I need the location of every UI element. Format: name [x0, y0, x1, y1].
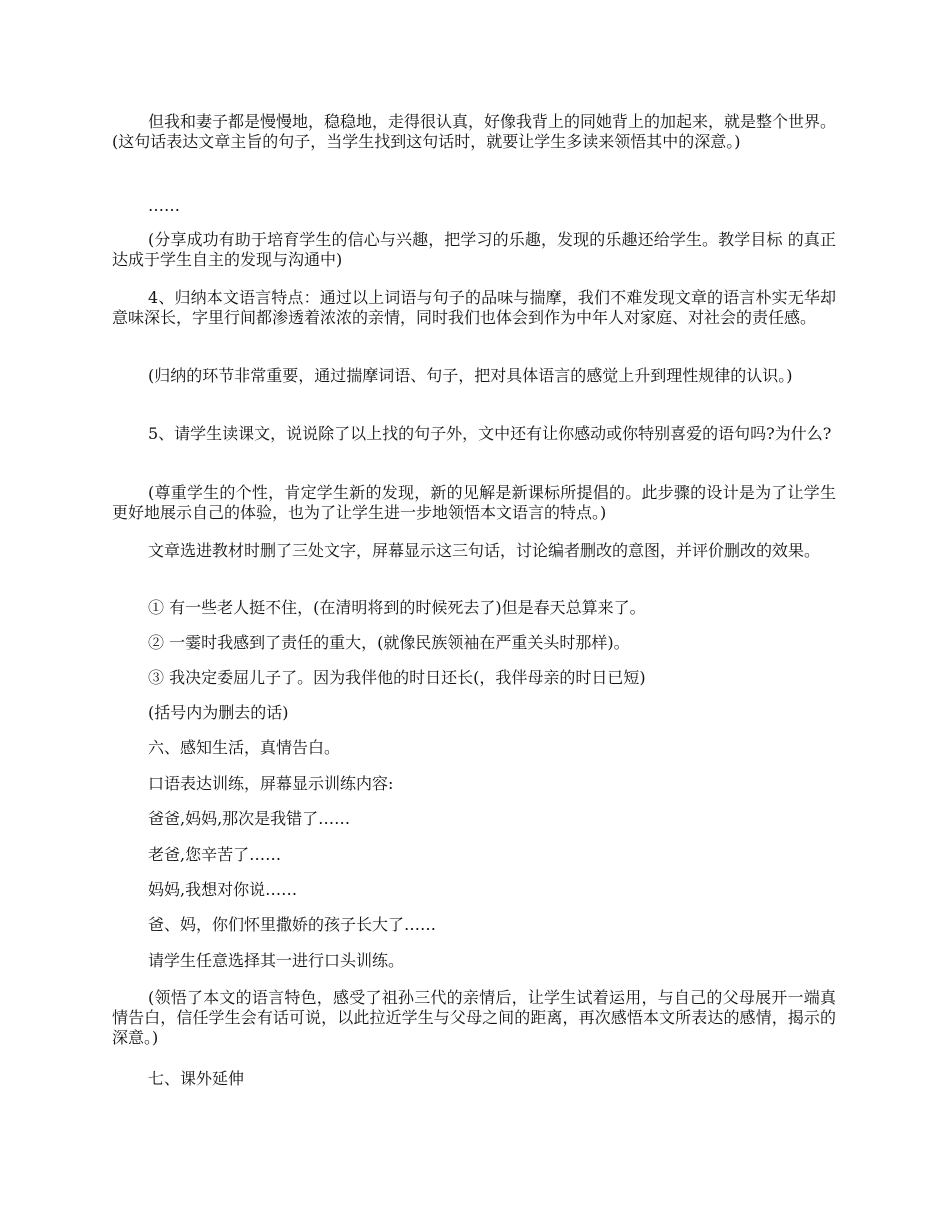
paragraph-9: ① 有一些老人挺不住，(在清明将到的时候死去了)但是春天总算来了。: [148, 598, 646, 617]
paragraph-3: (分享成功有助于培育学生的信心与兴趣，把学习的乐趣，发现的乐趣还给学生。教学目标 的真正达成于学生自主的发现与沟通中): [112, 230, 836, 269]
paragraph-12: (括号内为删去的话): [148, 703, 289, 722]
paragraph-2: ……: [148, 196, 180, 215]
paragraph-21: 七、课外延伸: [148, 1069, 245, 1088]
paragraph-14: 口语表达训练，屏幕显示训练内容:: [148, 774, 394, 793]
paragraph-11: ③ 我决定委屈儿子了。因为我伴他的时日还长(，我伴母亲的时日已短): [148, 668, 646, 687]
paragraph-6: 5、请学生读课文，说说除了以上找的句子外，文中还有让你感动或你特别喜爱的语句吗?为什么?: [148, 424, 832, 443]
paragraph-1: 但我和妻子都是慢慢地，稳稳地，走得很认真，好像我背上的同她背上的加起来，就是整个世界。(这句话表达文章主旨的句子，当学生找到这句话时，就要让学生多读来领悟其中的深意。): [112, 112, 837, 151]
paragraph-18: 爸、妈，你们怀里撒娇的孩子长大了……: [148, 915, 437, 934]
paragraph-15: 爸爸,妈妈,那次是我错了……: [148, 809, 351, 828]
paragraph-4: 4、归纳本文语言特点：通过以上词语与句子的品味与揣摩，我们不难发现文章的语言朴实无华却意味深长，字里行间都渗透着浓浓的亲情，同时我们也体会到作为中年人对家庭、对社会的责任感。: [112, 288, 836, 327]
paragraph-5: (归纳的环节非常重要，通过揣摩词语、句子，把对具体语言的感觉上升到理性规律的认识。): [148, 366, 793, 385]
paragraph-10: ② 一霎时我感到了责任的重大，(就像民族领袖在严重关头时那样)。: [148, 633, 630, 652]
paragraph-13: 六、感知生活，真情告白。: [148, 738, 341, 757]
paragraph-20: (领悟了本文的语言特色，感受了祖孙三代的亲情后，让学生试着运用，与自己的父母展开一端真情告白，信任学生会有话可说，以此拉近学生与父母之间的距离，再次感悟本文所表达的感情，揭示的深意。): [112, 988, 836, 1047]
paragraph-17: 妈妈,我想对你说……: [148, 880, 298, 899]
paragraph-8: 文章选进教材时删了三处文字，屏幕显示这三句话，讨论编者删改的意图，并评价删改的效果。: [148, 541, 821, 560]
paragraph-19: 请学生任意选择其一进行口头训练。: [148, 951, 405, 970]
paragraph-7: (尊重学生的个性，肯定学生新的发现，新的见解是新课标所提倡的。此步骤的设计是为了让学生更好地展示自己的体验，也为了让学生进一步地领悟本文语言的特点。): [112, 483, 836, 522]
paragraph-16: 老爸,您辛苦了……: [148, 845, 282, 864]
